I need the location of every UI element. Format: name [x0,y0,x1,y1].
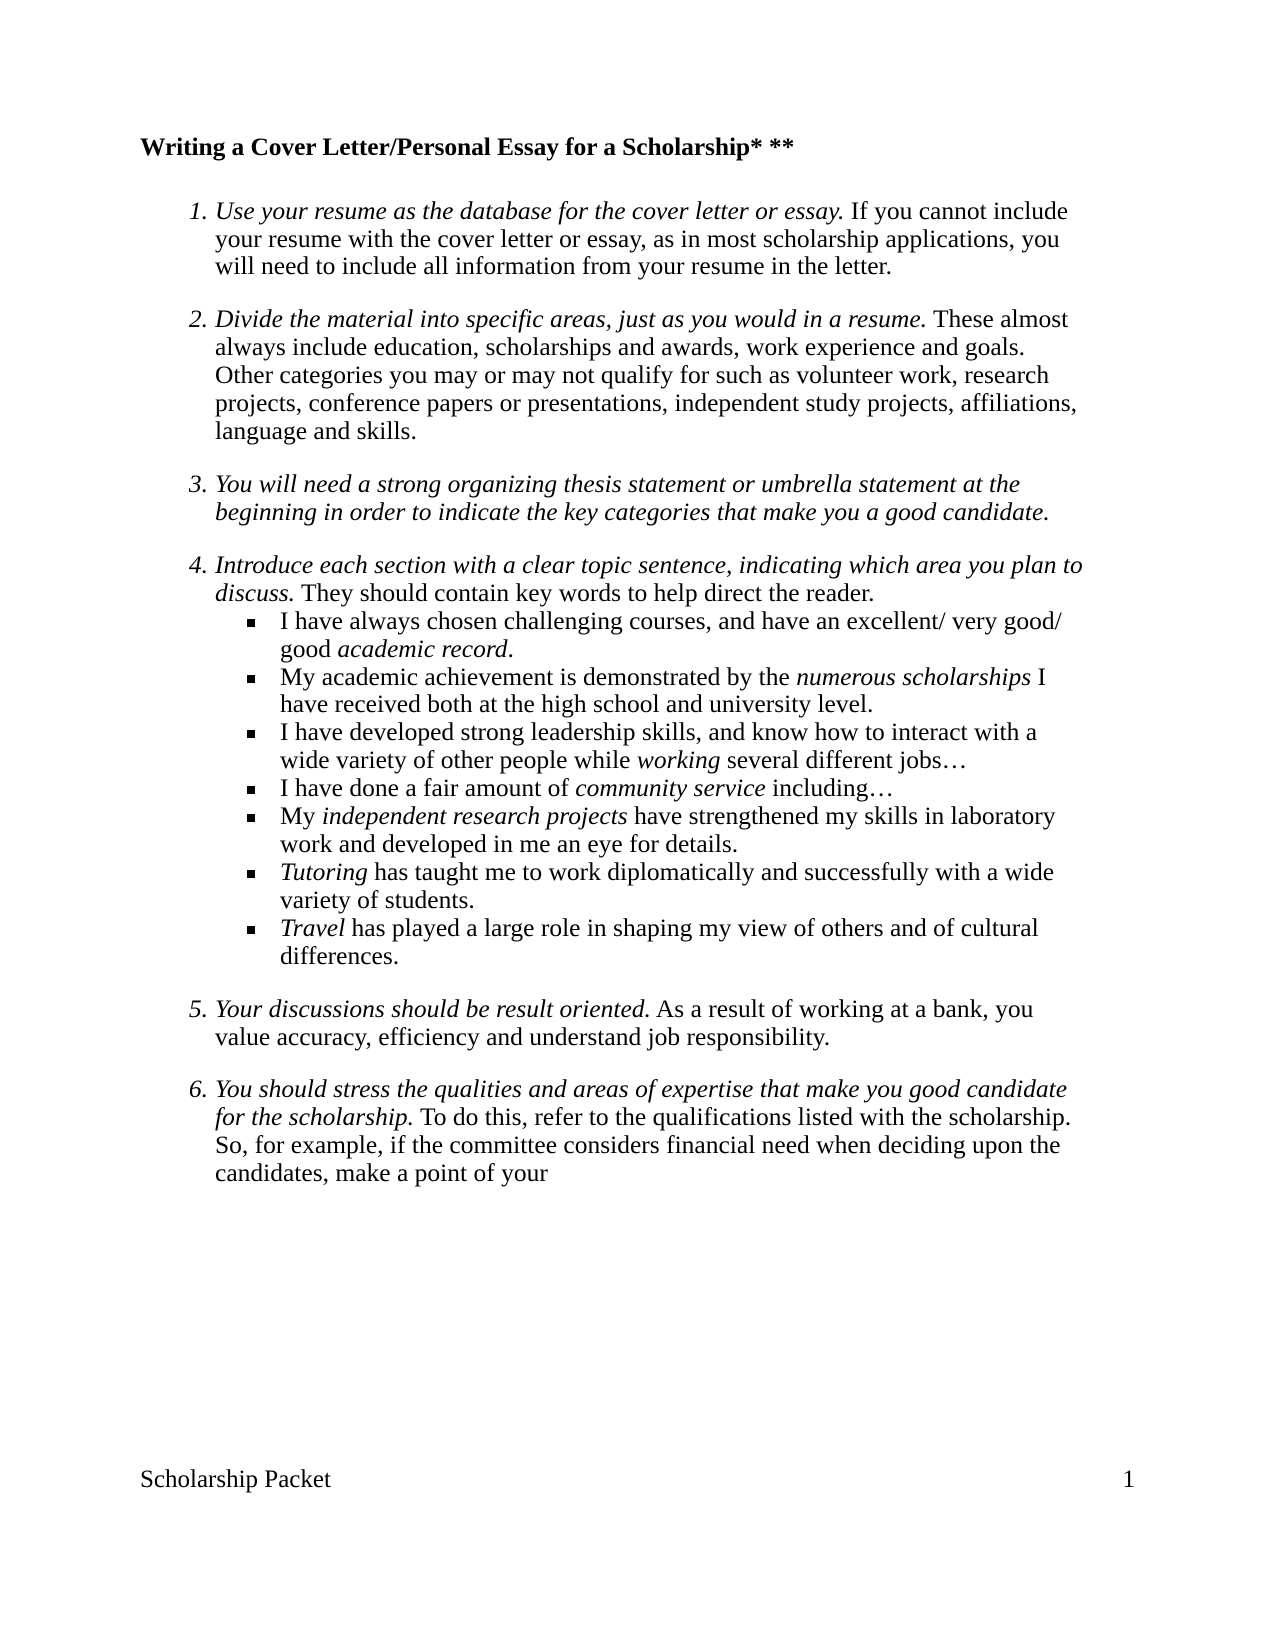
sub-bullet-text-emphasis: academic record [337,633,508,663]
sub-bullet-text-pre: I have done a fair amount of [280,773,576,803]
sub-bullet-text-emphasis: working [636,745,721,775]
list-item-5 [140,995,1085,1051]
list-item-3-lead: You will need a strong organizing thesis statement or umbrella statement at the beginning in order to indicate the key categories that make you a good candidate. [215,468,1050,526]
document-body [140,132,1085,1212]
sub-bullet-text-pre: My academic achievement is demonstrated by the [280,661,797,691]
sub-bullet-text-emphasis: Travel [280,912,346,942]
list-item-2-number: 2. [188,304,208,334]
sub-bullet-item [215,663,1085,719]
numbered-instruction-list [140,197,1085,1188]
list-item-1-body: If you cannot include your resume with the cover letter or essay, as in most scholarship applications, you will need to include all information from your resume in the letter. [215,195,1069,281]
sub-bullet-text-emphasis: community service [575,773,766,803]
sub-bullet-item [215,802,1085,858]
list-item-6-number: 6. [188,1074,208,1104]
sub-bullet-text-post: have strengthened my skills in laboratory work and developed in me an eye for details. [280,801,1056,859]
list-item-4-lead: Introduce each section with a clear topic sentence, indicating which area you plan to discuss. [215,549,1083,607]
list-item-2 [140,305,1085,445]
footer-label: Scholarship Packet [140,1466,331,1493]
list-item-5-lead: Your discussions should be result oriented. [215,993,651,1023]
list-item-6-lead: You should stress the qualities and areas of expertise that make you good candidate for the scholarship. [215,1074,1068,1132]
sub-bullet-item [215,774,1085,802]
square-bullet-icon [247,870,255,878]
sub-bullet-text-post: has taught me to work diplomatically and successfully with a wide variety of students. [280,856,1055,914]
sub-bullet-text-post: . [507,633,514,663]
list-item-6 [140,1075,1085,1187]
list-item-1 [140,197,1085,281]
square-bullet-icon [247,814,255,822]
list-item-4-body: They should contain key words to help direct the reader. [295,577,875,607]
sub-bullet-list [215,607,1085,970]
list-item-3 [140,470,1085,526]
sub-bullet-text-emphasis: Tutoring [280,856,368,886]
sub-bullet-text-pre: My [280,801,322,831]
list-item-1-number: 1. [188,195,208,225]
list-item-4-number: 4. [188,549,208,579]
list-item-5-body: As a result of working at a bank, you value accuracy, efficiency and understand job responsibility. [215,993,1034,1051]
sub-bullet-text-post: including… [765,773,894,803]
page-title: Writing a Cover Letter/Personal Essay for a Scholarship* ** [140,132,795,161]
square-bullet-icon [247,926,255,934]
page-number: 1 [1122,1466,1135,1493]
sub-bullet-text-pre: I have developed strong leadership skills, and know how to interact with a wide variety of other people while [280,717,1038,775]
list-item-3-number: 3. [188,468,208,498]
list-item-5-number: 5. [188,993,208,1023]
square-bullet-icon [247,730,255,738]
sub-bullet-item [215,858,1085,914]
list-item-1-lead: Use your resume as the database for the cover letter or essay. [215,195,845,225]
sub-bullet-text-post: several different jobs… [720,745,968,775]
list-item-2-body: These almost always include education, scholarships and awards, work experience and goals. Other categories you may or may not qualify for such as volunteer work, research projects, conference papers or presentations, independent study projects, affiliations, language and skills. [215,304,1077,446]
list-item-2-lead: Divide the material into specific areas, just as you would in a resume. [215,304,928,334]
sub-bullet-text-post: I have received both at the high school and university level. [280,661,1047,719]
sub-bullet-item [215,718,1085,774]
sub-bullet-item [215,607,1085,663]
sub-bullet-text-emphasis: numerous scholarships [796,661,1032,691]
square-bullet-icon [247,675,255,683]
sub-bullet-text-pre: I have always chosen challenging courses, and have an excellent/ very good/ good [280,605,1062,663]
sub-bullet-text-emphasis: independent research projects [321,801,628,831]
square-bullet-icon [247,619,255,627]
sub-bullet-item [215,914,1085,970]
square-bullet-icon [247,786,255,794]
page-footer [140,1466,1135,1494]
sub-bullet-text-post: has played a large role in shaping my view of others and of cultural differences. [280,912,1039,970]
list-item-6-body: To do this, refer to the qualifications listed with the scholarship. So, for example, if the committee considers financial need when deciding upon the candidates, make a point of your [215,1102,1072,1188]
list-item-4 [140,551,1085,970]
